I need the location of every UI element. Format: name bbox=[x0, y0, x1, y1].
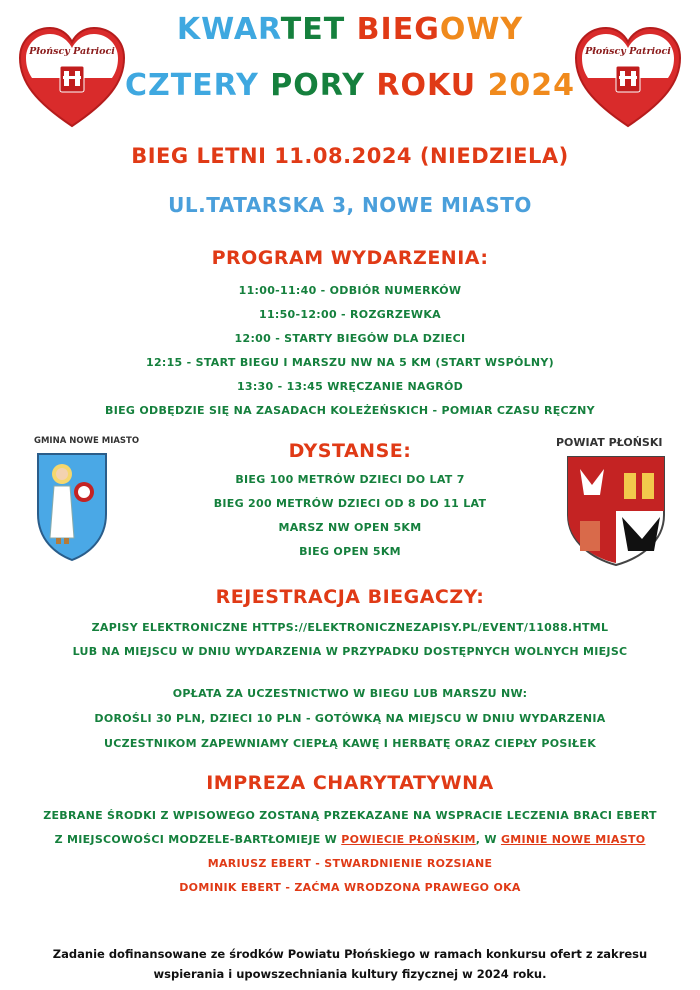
fee-item: OPŁATA ZA UCZESTNICTWO W BIEGU LUB MARSZU NW: bbox=[172, 687, 528, 700]
address: UL.TATARSKA 3, NOWE MIASTO bbox=[168, 193, 532, 217]
powiat-label: POWIAT PŁOŃSKI bbox=[556, 436, 663, 449]
fee-list bbox=[0, 684, 700, 759]
gmina-link[interactable]: GMINIE NOWE MIASTO bbox=[500, 833, 646, 846]
registration-list bbox=[0, 618, 700, 666]
footer-line-2: wspierania i upowszechniania kultury fizycznej w 2024 roku. bbox=[153, 967, 547, 981]
distances-list bbox=[0, 470, 700, 566]
title-segment: CZTERY bbox=[124, 68, 271, 103]
gmina-label: GMINA NOWE MIASTO bbox=[34, 436, 140, 446]
program-item: 13:30 - 13:45 WRĘCZANIE NAGRÓD bbox=[236, 380, 464, 393]
charity-list bbox=[0, 806, 700, 902]
title-line-2 bbox=[0, 68, 700, 103]
program-item: BIEG ODBĘDZIE SIĘ NA ZASADACH KOLEŻEŃSKICH - POMIAR CZASU RĘCZNY bbox=[105, 404, 595, 417]
title-segment: 2024 bbox=[487, 68, 576, 103]
fee-item: UCZESTNIKOM ZAPEWNIAMY CIEPŁĄ KAWĘ I HERBATĘ ORAZ CIEPŁY POSIŁEK bbox=[103, 737, 597, 750]
person-1: MARIUSZ EBERT - STWARDNIENIE ROZSIANE bbox=[207, 857, 493, 870]
distance-item: BIEG OPEN 5KM bbox=[299, 545, 401, 558]
program-item: 11:50-12:00 - ROZGRZEWKA bbox=[259, 308, 441, 321]
charity-title: IMPREZA CHARYTATYWNA bbox=[206, 772, 494, 794]
title-segment: OWY bbox=[439, 12, 524, 47]
footer bbox=[0, 944, 700, 984]
run-date: BIEG LETNI 11.08.2024 (NIEDZIELA) bbox=[131, 144, 569, 168]
program-item: 11:00-11:40 - ODBIÓR NUMERKÓW bbox=[238, 284, 462, 297]
program-item: 12:15 - START BIEGU I MARSZU NW NA 5 KM (START WSPÓLNY) bbox=[145, 356, 555, 369]
title-segment: KWAR bbox=[176, 12, 281, 47]
title-segment: ROKU bbox=[376, 68, 488, 103]
distance-item: BIEG 200 METRÓW DZIECI OD 8 DO 11 LAT bbox=[213, 497, 487, 510]
charity-line-2-mid: , W bbox=[475, 833, 501, 846]
distance-item: BIEG 100 METRÓW DZIECI DO LAT 7 bbox=[235, 473, 465, 486]
program-item: 12:00 - STARTY BIEGÓW DLA DZIECI bbox=[234, 332, 466, 345]
title-segment: BIEG bbox=[356, 12, 440, 47]
charity-line-2-prefix: Z MIEJSCOWOŚCI MODZELE-BARTŁOMIEJE W bbox=[54, 833, 342, 846]
logo-text: Płońscy Patrioci bbox=[29, 46, 115, 57]
title-segment: TET bbox=[280, 12, 357, 47]
registration-link[interactable]: ZAPISY ELEKTRONICZNE HTTPS://ELEKTRONICZNEZAPISY.PL/EVENT/11088.HTML bbox=[91, 621, 609, 634]
title-line-1 bbox=[0, 12, 700, 47]
title-segment: PORY bbox=[270, 68, 377, 103]
distances-title: DYSTANSE: bbox=[288, 440, 412, 462]
registration-title: REJESTRACJA BIEGACZY: bbox=[215, 586, 485, 608]
logo-text: Płońscy Patrioci bbox=[585, 46, 671, 57]
fee-item: DOROŚLI 30 PLN, DZIECI 10 PLN - GOTÓWKĄ NA MIEJSCU W DNIU WYDARZENIA bbox=[94, 712, 606, 725]
charity-line-2 bbox=[0, 830, 700, 854]
powiat-link[interactable]: POWIECIE PŁOŃSKIM bbox=[341, 833, 476, 846]
footer-line-1: Zadanie dofinansowane ze środków Powiatu Płońskiego w ramach konkursu ofert z zakresu bbox=[52, 947, 648, 961]
program-title: PROGRAM WYDARZENIA: bbox=[211, 247, 489, 269]
distance-item: MARSZ NW OPEN 5KM bbox=[278, 521, 422, 534]
person-2: DOMINIK EBERT - ZAĆMA WRODZONA PRAWEGO OKA bbox=[179, 881, 521, 894]
registration-item: LUB NA MIEJSCU W DNIU WYDARZENIA W PRZYPADKU DOSTĘPNYCH WOLNYCH MIEJSC bbox=[72, 645, 628, 658]
charity-line-1: ZEBRANE ŚRODKI Z WPISOWEGO ZOSTANĄ PRZEKAZANE NA WSPRACIE LECZENIA BRACI EBERT bbox=[43, 809, 657, 822]
program-list bbox=[0, 281, 700, 425]
